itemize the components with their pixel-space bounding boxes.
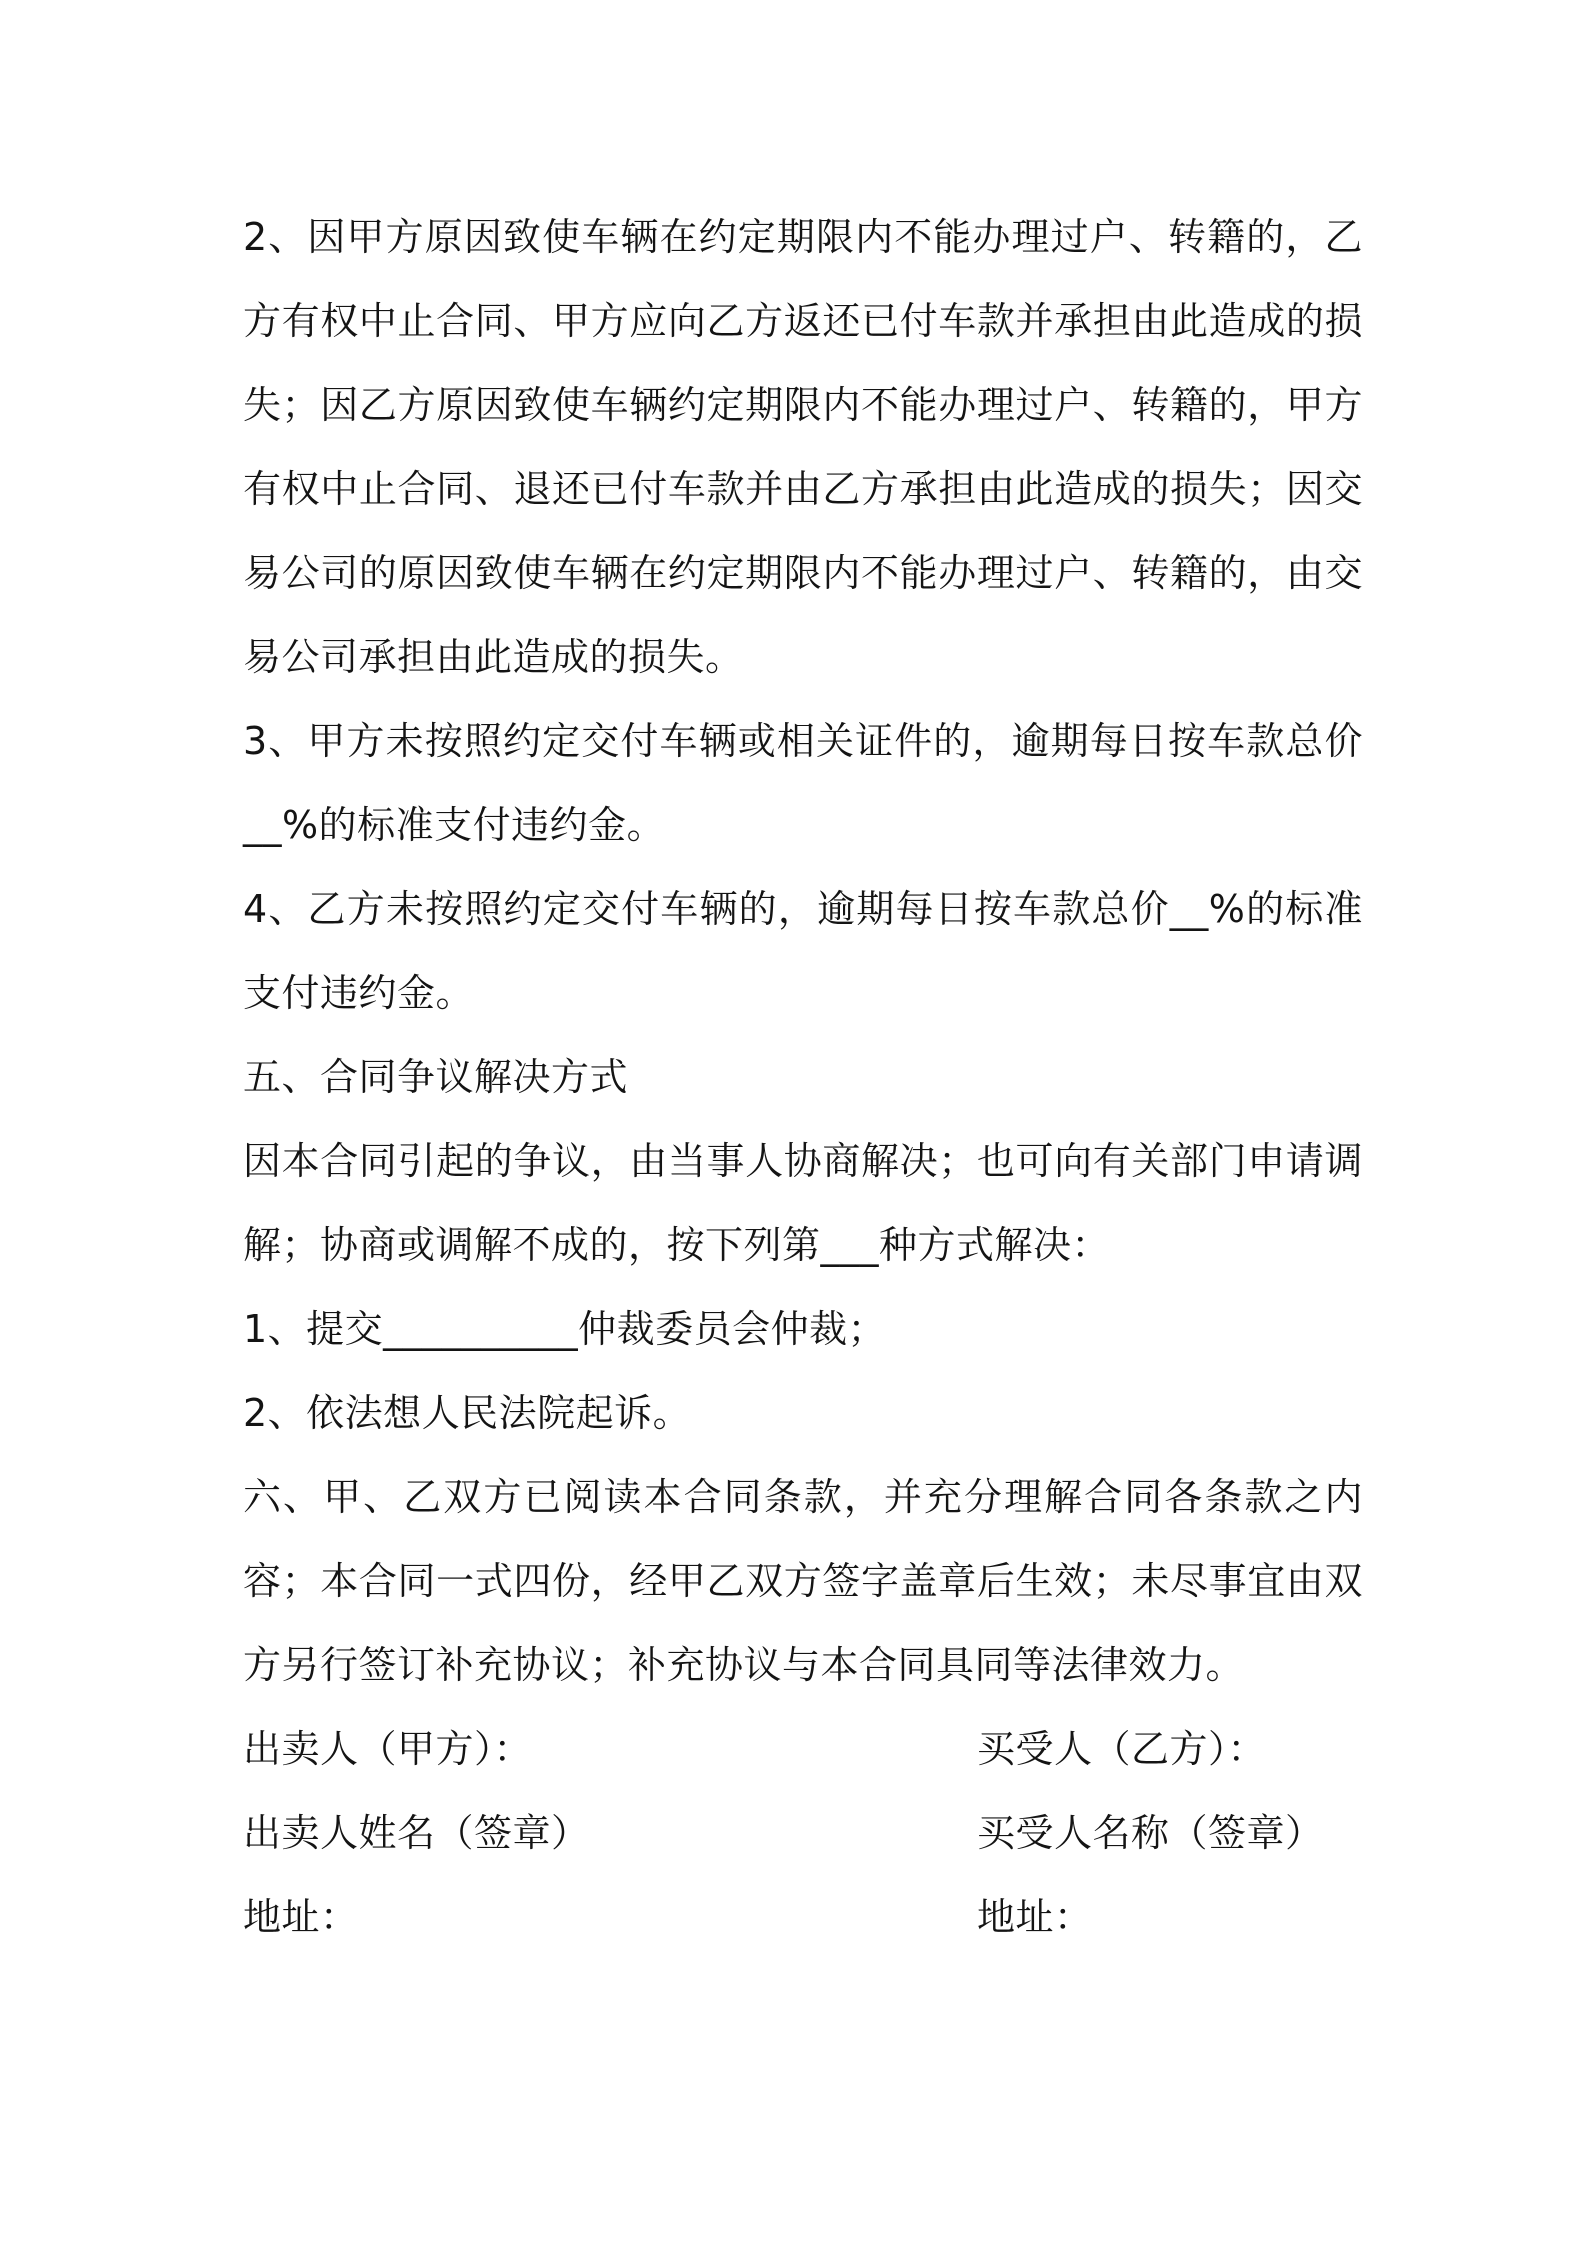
section-5-heading: 五、合同争议解决方式	[243, 1055, 629, 1099]
seller-party-label: 出卖人（甲方）：	[243, 1727, 533, 1771]
document-body	[243, 195, 1363, 1959]
arbitration-option: 1、提交__________仲裁委员会仲裁；	[243, 1307, 887, 1351]
litigation-option: 2、依法想人民法院起诉。	[243, 1391, 692, 1435]
signature-block	[243, 1707, 1363, 1959]
seller-address-label: 地址：	[243, 1895, 359, 1939]
clause-3-paragraph: 3、甲方未按照约定交付车辆或相关证件的，逾期每日按车款总价__%的标准支付违约金。	[243, 719, 1363, 847]
seller-name-label: 出卖人姓名（签章）	[243, 1811, 590, 1855]
buyer-name-label: 买受人名称（签章）	[977, 1811, 1324, 1855]
buyer-address-label: 地址：	[977, 1895, 1093, 1939]
clause-4-paragraph: 4、乙方未按照约定交付车辆的，逾期每日按车款总价__%的标准支付违约金。	[243, 887, 1363, 1015]
signature-name-row	[243, 1791, 1363, 1875]
signature-address-row	[243, 1875, 1363, 1959]
clause-2-paragraph: 2、因甲方原因致使车辆在约定期限内不能办理过户、转籍的，乙方有权中止合同、甲方应向乙方返还已付车款并承担由此造成的损失；因乙方原因致使车辆约定期限内不能办理过户、转籍的，甲方有权中止合同、退还已付车款并由乙方承担由此造成的损失；因交易公司的原因致使车辆在约定期限内不能办理过户、转籍的，由交易公司承担由此造成的损失。	[243, 215, 1363, 679]
buyer-party-label: 买受人（乙方）：	[977, 1727, 1267, 1771]
dispute-resolution-paragraph: 因本合同引起的争议，由当事人协商解决；也可向有关部门申请调解；协商或调解不成的，按下列第___种方式解决：	[243, 1139, 1363, 1267]
section-6-paragraph: 六、甲、乙双方已阅读本合同条款，并充分理解合同各条款之内容；本合同一式四份，经甲乙双方签字盖章后生效；未尽事宜由双方另行签订补充协议；补充协议与本合同具同等法律效力。	[243, 1475, 1363, 1687]
signature-party-row	[243, 1707, 1363, 1791]
